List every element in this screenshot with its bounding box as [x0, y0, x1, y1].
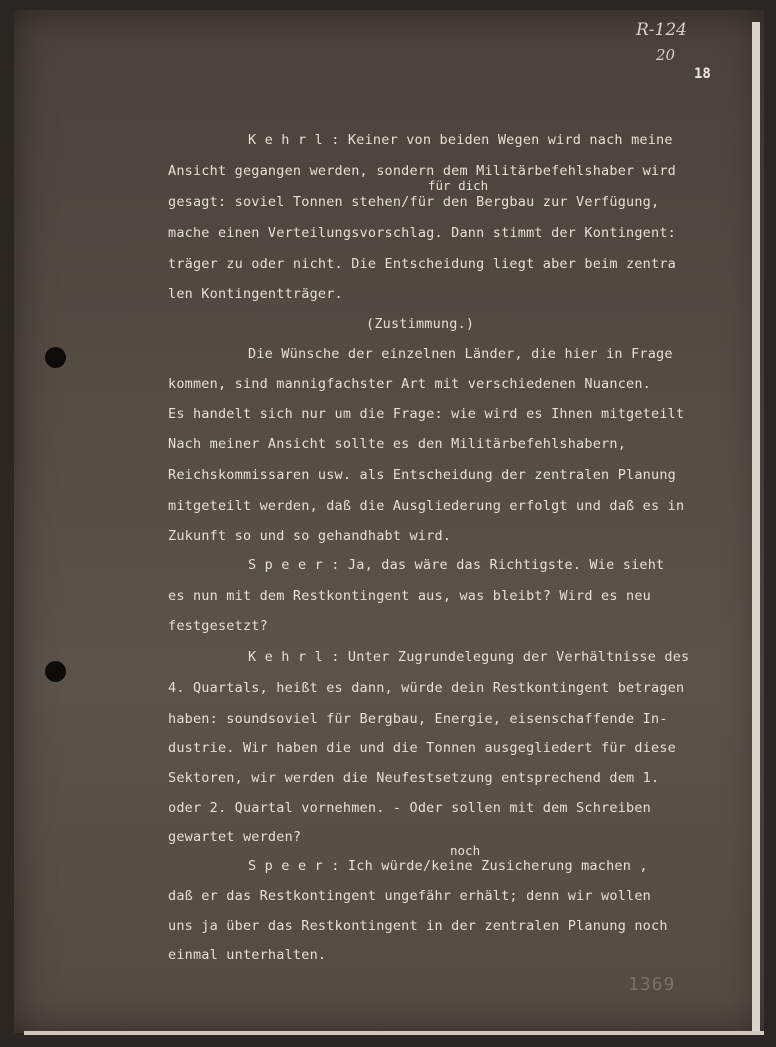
archive-reference: R-124 — [636, 20, 687, 40]
text-line: festgesetzt? — [168, 618, 268, 634]
text-line: gesagt: soviel Tonnen stehen/für den Bergbau zur Verfügung, — [168, 194, 660, 210]
text-line: haben: soundsoviel für Bergbau, Energie, eisenschaffende In- — [168, 711, 668, 727]
archive-sub-number: 20 — [656, 46, 676, 64]
text-line: mache einen Verteilungsvorschlag. Dann stimmt der Kontingent: — [168, 225, 676, 241]
text-line: K e h r l : Unter Zugrundelegung der Verhältnisse des — [248, 649, 690, 665]
text-line: kommen, sind mannigfachster Art mit verschiedenen Nuancen. — [168, 376, 652, 392]
stamp-number: 1369 — [628, 974, 676, 995]
text-line: oder 2. Quartal vornehmen. - Oder sollen mit dem Schreiben — [168, 800, 652, 816]
text-line: dustrie. Wir haben die und die Tonnen ausgegliedert für diese — [168, 740, 676, 756]
text-line: mitgeteilt werden, daß die Ausgliederung erfolgt und daß es in — [168, 498, 685, 514]
paper-edge — [752, 22, 760, 1034]
text-line: einmal unterhalten. — [168, 947, 327, 963]
text-line: Nach meiner Ansicht sollte es den Militärbefehlshabern, — [168, 436, 627, 452]
text-line: (Zustimmung.) — [366, 316, 475, 332]
text-line: träger zu oder nicht. Die Entscheidung liegt aber beim zentra — [168, 256, 676, 272]
text-line: 4. Quartals, heißt es dann, würde dein Restkontingent betragen — [168, 680, 685, 696]
text-line: K e h r l : Keiner von beiden Wegen wird nach meine — [248, 132, 673, 148]
paper-edge-bottom — [24, 1031, 764, 1035]
text-line: Reichskommissaren usw. als Entscheidung der zentralen Planung — [168, 467, 676, 483]
text-line: Ansicht gegangen werden, sondern dem Militärbefehlshaber wird — [168, 163, 676, 179]
text-line: S p e e r : Ich würde/keine Zusicherung machen , — [248, 858, 648, 874]
punch-hole — [45, 347, 66, 368]
text-line: Die Wünsche der einzelnen Länder, die hier in Frage — [248, 346, 673, 362]
text-line: daß er das Restkontingent ungefähr erhält; denn wir wollen — [168, 888, 652, 904]
text-line: len Kontingentträger. — [168, 286, 343, 302]
text-line: es nun mit dem Restkontingent aus, was bleibt? Wird es neu — [168, 588, 652, 604]
text-line: gewartet werden? — [168, 829, 302, 845]
page-number: 18 — [694, 66, 711, 82]
text-line: Es handelt sich nur um die Frage: wie wird es Ihnen mitgeteilt — [168, 406, 685, 422]
text-line: Sektoren, wir werden die Neufestsetzung entsprechend dem 1. — [168, 770, 660, 786]
text-line: S p e e r : Ja, das wäre das Richtigste. Wie sieht — [248, 557, 665, 573]
text-line: uns ja über das Restkontingent in der zentralen Planung noch — [168, 918, 668, 934]
punch-hole — [45, 661, 66, 682]
insert-fuer-dich: für dich — [428, 178, 489, 193]
text-line: Zukunft so und so gehandhabt wird. — [168, 528, 452, 544]
insert-noch: noch — [450, 843, 481, 858]
